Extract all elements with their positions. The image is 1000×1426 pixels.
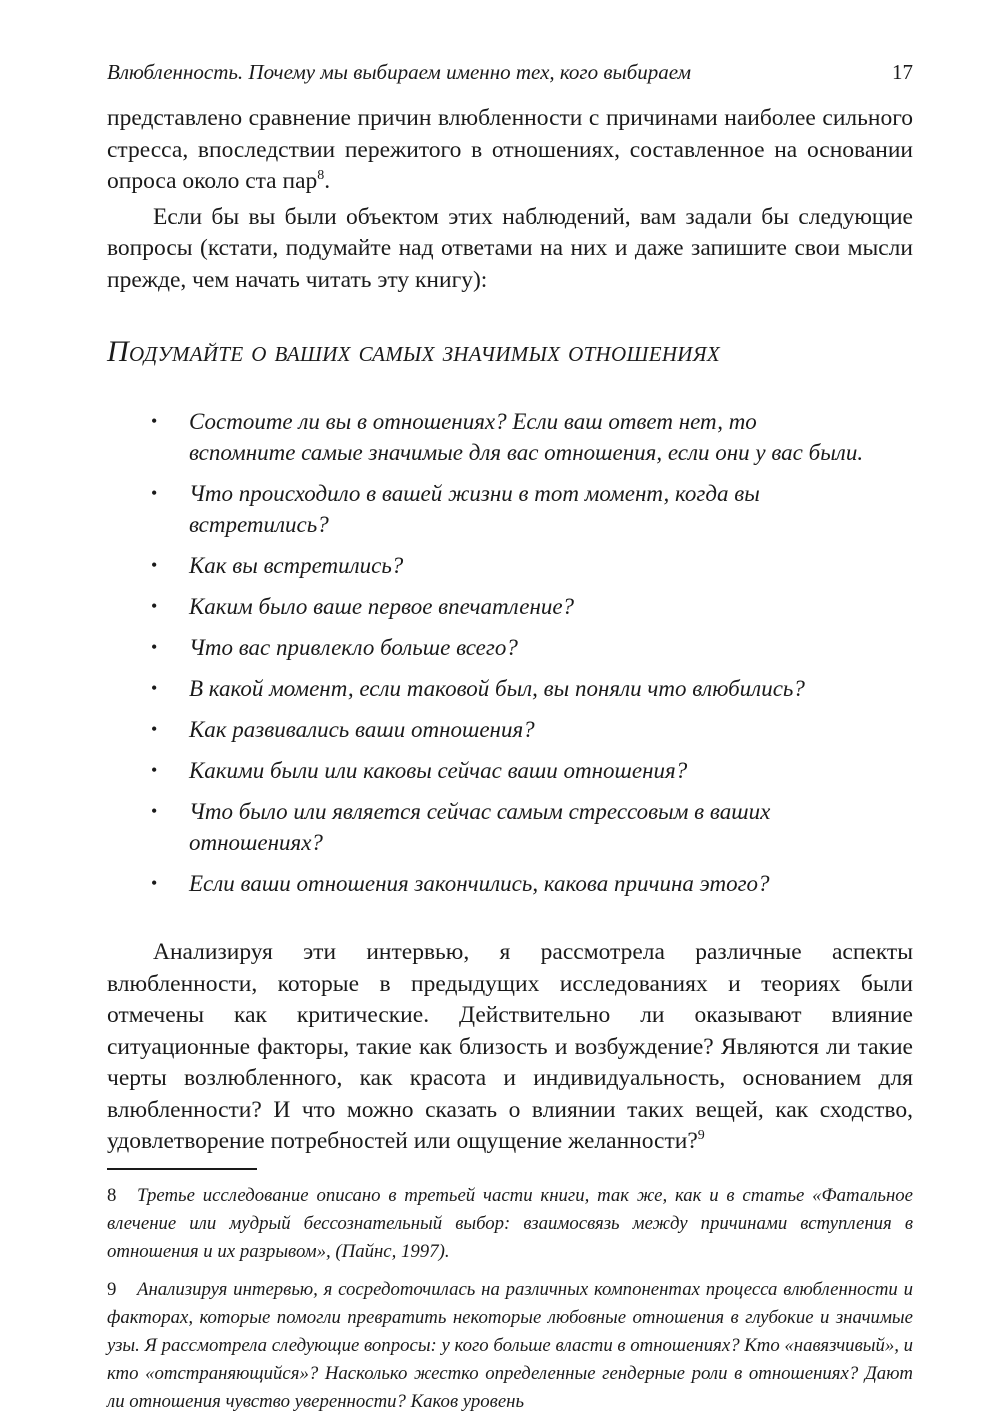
- list-item: [107, 591, 913, 622]
- bullet-icon: •: [151, 483, 158, 503]
- question-text: Состоите ли вы в отношениях? Если ваш ответ нет, то вспомните самые значимые для вас отношения, если они у вас были.: [189, 409, 864, 465]
- bullet-icon: •: [151, 596, 158, 616]
- footnote-8: [107, 1182, 913, 1266]
- footnote-text: Третье исследование описано в третьей части книги, так же, как и в статье «Фатальное влечение или мудрый бессознательный выбор: взаимосвязь между причинами вступления в отношения и их разрывом», (Пайнс, 1997).: [107, 1184, 913, 1262]
- bullet-icon: •: [151, 678, 158, 698]
- question-text: Если ваши отношения закончились, какова причина этого?: [189, 871, 770, 896]
- body-text: [107, 103, 913, 1426]
- footnote-ref-9[interactable]: 9: [697, 1128, 705, 1143]
- bullet-icon: •: [151, 801, 158, 821]
- running-title: Влюбленность. Почему мы выбираем именно тех, кого выбираем: [107, 60, 691, 84]
- footnote-ref-8[interactable]: 8: [317, 168, 325, 183]
- question-text: Какими были или каковы сейчас ваши отношения?: [189, 758, 688, 783]
- paragraph-3-text: Анализируя эти интервью, я рассмотрела различные аспекты влюбленности, которые в предыдущих исследованиях и теориях были отмечены как критические. Действительно ли оказывают влияние ситуационные факторы, такие как близость и возбуждение? Являются ли такие черты возлюбленного, как красота и индивидуальность, основанием для влюбленности? И что можно сказать о влиянии таких вещей, как сходство, удовлетворение потребностей или ощущение желанности?: [107, 939, 913, 1154]
- list-item: [107, 796, 913, 858]
- question-text: В какой момент, если таковой был, вы поняли что влюбились?: [189, 676, 805, 701]
- list-item: [107, 868, 913, 899]
- bullet-icon: •: [151, 411, 158, 431]
- paragraph-3: [107, 937, 913, 1158]
- bullet-icon: •: [151, 637, 158, 657]
- question-text: Что вас привлекло больше всего?: [189, 635, 518, 660]
- section-heading: Подумайте о ваших самых значимых отношениях: [107, 335, 720, 368]
- question-list: [107, 406, 913, 899]
- footnote-number: 9: [107, 1278, 117, 1300]
- list-item: [107, 714, 913, 745]
- list-item: [107, 632, 913, 663]
- question-text: Как вы встретились?: [189, 553, 404, 578]
- question-text: Каким было ваше первое впечатление?: [189, 594, 575, 619]
- paragraph-1: [107, 103, 913, 198]
- question-text: Что происходило в вашей жизни в тот момент, когда вы встретились?: [189, 481, 760, 537]
- list-item: [107, 673, 913, 704]
- question-text: Как развивались ваши отношения?: [189, 717, 535, 742]
- list-item: [107, 755, 913, 786]
- footnotes: [107, 1182, 913, 1416]
- bullet-icon: •: [151, 873, 158, 893]
- bullet-icon: •: [151, 760, 158, 780]
- paragraph-2: Если бы вы были объектом этих наблюдений, вам задали бы следующие вопросы (кстати, подумайте над ответами на них и даже запишите свои мысли прежде, чем начать читать эту книгу):: [107, 203, 913, 293]
- page-number: 17: [892, 60, 913, 84]
- bullet-icon: •: [151, 555, 158, 575]
- footnote-number: 8: [107, 1184, 117, 1206]
- list-item: [107, 406, 913, 468]
- bullet-icon: •: [151, 719, 158, 739]
- footnote-text: Анализируя интервью, я сосредоточилась на различных компонентах процесса влюбленности и факторах, которые помогли превратить некоторые любовные отношения в глубокие и значимые узы. Я рассмотрела следующие вопросы: у кого больше власти в отношениях? Кто «навязчивый», и кто «отстраняющийся»? Насколько жестко определенные гендерные роли в отношениях? Дают ли отношения чувство уверенности? Каков уровень: [107, 1278, 914, 1412]
- question-text: Что было или является сейчас самым стрессовым в ваших отношениях?: [189, 799, 771, 855]
- paragraph-1-text: представлено сравнение причин влюбленности с причинами наиболее сильного стресса, впоследствии пережитого в отношениях, составленное на основании опроса около ста пар: [107, 105, 913, 194]
- list-item: [107, 550, 913, 581]
- footnote-9: [107, 1276, 913, 1416]
- list-item: [107, 478, 913, 540]
- paragraph-1-end: .: [324, 168, 331, 194]
- footnote-divider: [107, 1168, 257, 1170]
